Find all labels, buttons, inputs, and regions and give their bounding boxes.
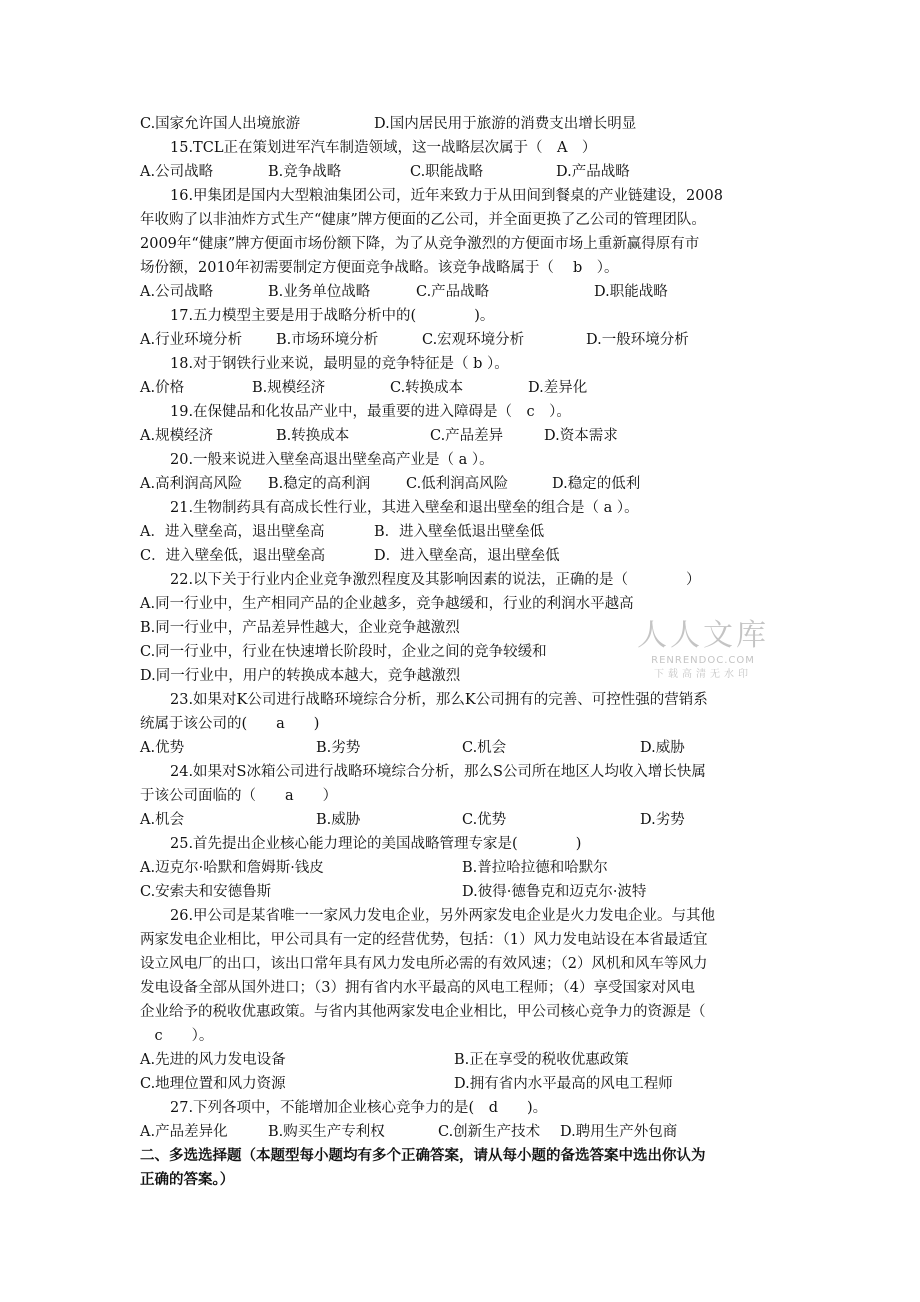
- option-b: B.竞争战略: [268, 164, 342, 180]
- option-d: D.彼得·德鲁克和迈克尔·波特: [462, 884, 647, 900]
- question-17: 17.五力模型主要是用于战略分析中的( )。: [170, 308, 495, 324]
- option-b: B.稳定的高利润: [268, 476, 371, 492]
- option-22-b: B.同一行业中，产品差异性越大，企业竞争越激烈: [140, 620, 460, 636]
- section-heading-line-2: 正确的答案。）: [140, 1171, 235, 1188]
- question-18: 18.对于钢铁行业来说，最明显的竞争特征是（ b ）。: [170, 356, 509, 372]
- question-16-line-4: 场份额，2010年初需要制定方便面竞争战略。该竞争战略属于（ b ）。: [140, 260, 619, 276]
- option-a: A.价格: [140, 380, 185, 396]
- question-26-line-6: c ）。: [140, 1028, 214, 1044]
- option-c: C.产品差异: [430, 428, 504, 444]
- question-20: 20.一般来说进入壁垒高退出壁垒高产业是（ a ）。: [170, 452, 494, 468]
- option-d: D.国内居民用于旅游的消费支出增长明显: [374, 116, 637, 132]
- option-a: A.规模经济: [140, 428, 214, 444]
- option-a: A.先进的风力发电设备: [140, 1052, 286, 1068]
- question-24-line-1: 24.如果对S冰箱公司进行战略环境综合分析，那么S公司所在地区人均收入增长快属: [170, 764, 706, 780]
- watermark: [628, 618, 778, 682]
- question-27: 27.下列各项中，不能增加企业核心竞争力的是( d )。: [170, 1100, 548, 1116]
- option-c: C.国家允许国人出境旅游: [140, 116, 301, 132]
- question-16-line-3: 2009年“健康”牌方便面市场份额下降，为了从竞争激烈的方便面市场上重新赢得原有市: [140, 236, 700, 252]
- option-d: D．进入壁垒高，退出壁垒低: [374, 548, 560, 564]
- question-26-line-3: 设立风电厂的出口，该出口常年具有风力发电所必需的有效风速；（2）风机和风车等风力: [140, 956, 708, 972]
- question-16-line-1: 16.甲集团是国内大型粮油集团公司，近年来致力于从田间到餐桌的产业链建设，2008: [170, 188, 723, 204]
- option-c: C.职能战略: [410, 164, 484, 180]
- option-22-c: C.同一行业中，行业在快速增长阶段时，企业之间的竞争较缓和: [140, 644, 547, 660]
- option-b: B.市场环境分析: [276, 332, 379, 348]
- question-16-line-2: 年收购了以非油炸方式生产“健康”牌方便面的乙公司，并全面更换了乙公司的管理团队。: [140, 212, 706, 228]
- option-d: D.一般环境分析: [586, 332, 689, 348]
- option-a: A.优势: [140, 740, 185, 756]
- option-b: B.正在享受的税收优惠政策: [454, 1052, 629, 1068]
- option-a: A.机会: [140, 812, 185, 828]
- question-25: 25.首先提出企业核心能力理论的美国战略管理专家是( ): [170, 836, 582, 852]
- option-a: A.公司战略: [140, 284, 214, 300]
- option-c: C．进入壁垒低，退出壁垒高: [140, 548, 326, 564]
- option-b: B.劣势: [316, 740, 361, 756]
- section-heading-line-1: 二、多选选择题（本题型每小题均有多个正确答案，请从每小题的备选答案中选出你认为: [140, 1147, 706, 1164]
- option-c: C.宏观环境分析: [422, 332, 525, 348]
- option-22-d: D.同一行业中，用户的转换成本越大，竞争越激烈: [140, 668, 461, 684]
- option-d: D.差异化: [528, 380, 588, 396]
- question-26-line-2: 两家发电企业相比，甲公司具有一定的经营优势，包括：（1）风力发电站设在本省最适宜: [140, 932, 708, 948]
- option-c: C.产品战略: [416, 284, 490, 300]
- question-26-line-1: 26.甲公司是某省唯一一家风力发电企业，另外两家发电企业是火力发电企业。与其他: [170, 908, 716, 924]
- option-b: B.普拉哈拉德和哈默尔: [462, 860, 608, 876]
- option-22-a: A.同一行业中，生产相同产品的企业越多，竞争越缓和，行业的利润水平越高: [140, 596, 634, 612]
- option-d: D.劣势: [640, 812, 685, 828]
- watermark-title: 人人文库: [637, 618, 769, 653]
- option-c: C.地理位置和风力资源: [140, 1076, 286, 1092]
- question-23-line-2: 统属于该公司的( a ): [140, 716, 320, 732]
- option-a: A.公司战略: [140, 164, 214, 180]
- question-21: 21.生物制药具有高成长性行业，其进入壁垒和退出壁垒的组合是（ a ）。: [170, 500, 639, 516]
- option-b: B.业务单位战略: [268, 284, 371, 300]
- option-c: C.机会: [462, 740, 507, 756]
- option-a: A.迈克尔·哈默和詹姆斯·钱皮: [140, 860, 324, 876]
- option-d: D.拥有省内水平最高的风电工程师: [454, 1076, 673, 1092]
- option-a: A.行业环境分析: [140, 332, 243, 348]
- option-b: B.威胁: [316, 812, 361, 828]
- watermark-slogan: 下载高清无水印: [654, 669, 752, 680]
- option-d: D.聘用生产外包商: [560, 1124, 678, 1140]
- option-b: B.购买生产专利权: [268, 1124, 385, 1140]
- option-c: C.转换成本: [390, 380, 464, 396]
- option-b: B.规模经济: [252, 380, 326, 396]
- question-26-line-4: 发电设备全部从国外进口；（3）拥有省内水平最高的风电工程师；（4）享受国家对风电: [140, 980, 695, 996]
- option-a: A.高利润高风险: [140, 476, 243, 492]
- option-a: A.产品差异化: [140, 1124, 228, 1140]
- question-22: 22.以下关于行业内企业竞争激烈程度及其影响因素的说法，正确的是（ ）: [170, 572, 701, 588]
- option-d: D.产品战略: [556, 164, 630, 180]
- option-b: B.转换成本: [276, 428, 350, 444]
- option-c: C.安索夫和安德鲁斯: [140, 884, 272, 900]
- option-d: D.威胁: [640, 740, 685, 756]
- option-d: D.职能战略: [594, 284, 668, 300]
- watermark-url: RENRENDOC.COM: [651, 655, 755, 666]
- question-15: 15.TCL正在策划进军汽车制造领域，这一战略层次属于（ A ）: [170, 140, 597, 156]
- option-d: D.稳定的低利: [552, 476, 641, 492]
- question-26-line-5: 企业给予的税收优惠政策。与省内其他两家发电企业相比，甲公司核心竞争力的资源是（: [140, 1004, 706, 1020]
- option-c: C.创新生产技术: [438, 1124, 541, 1140]
- option-c: C.低利润高风险: [406, 476, 509, 492]
- question-19: 19.在保健品和化妆品产业中，最重要的进入障碍是（ c ）。: [170, 404, 571, 420]
- question-23-line-1: 23.如果对K公司进行战略环境综合分析，那么K公司拥有的完善、可控性强的营销系: [170, 692, 708, 708]
- option-a: A．进入壁垒高，退出壁垒高: [140, 524, 325, 540]
- option-b: B．进入壁垒低退出壁垒低: [374, 524, 545, 540]
- option-d: D.资本需求: [544, 428, 618, 444]
- question-24-line-2: 于该公司面临的（ a ）: [140, 788, 338, 804]
- option-c: C.优势: [462, 812, 507, 828]
